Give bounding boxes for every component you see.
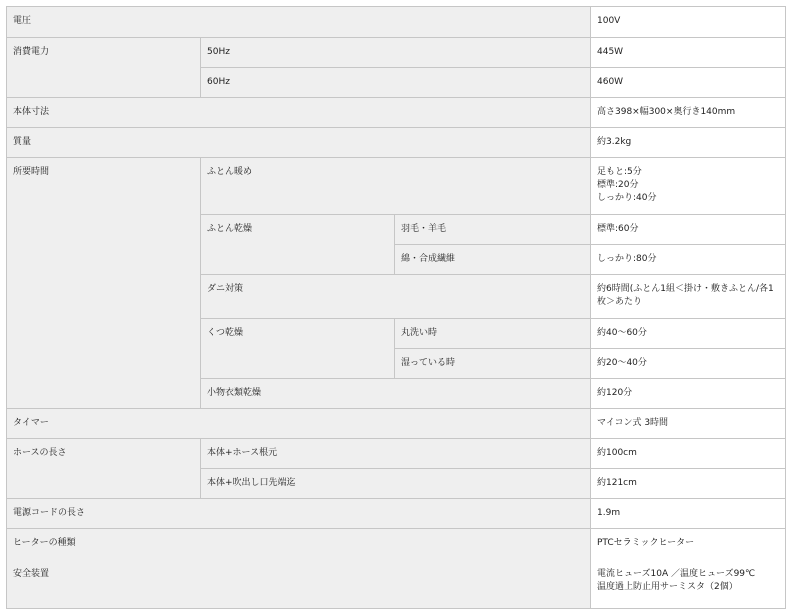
heater-value: PTCセラミックヒーター: [591, 529, 786, 559]
weight-value: 約3.2kg: [591, 128, 786, 158]
mite-value: 約6時間(ふとん1組＜掛け・敷きふとん/各1枚＞あたり: [591, 275, 786, 319]
warm-value: 足もと:5分 標準:20分 しっかり:40分: [591, 158, 786, 215]
cord-label: 電源コードの長さ: [7, 499, 591, 529]
shoe-label: くつ乾燥: [201, 319, 395, 379]
size-value: 高さ398×幅300×奥行き140mm: [591, 98, 786, 128]
power-50hz-label: 50Hz: [201, 38, 591, 68]
safety-label: 安全装置: [7, 559, 591, 609]
hose-tip-label: 本体+吹出し口先端迄: [201, 469, 591, 499]
hose-root-label: 本体+ホース根元: [201, 439, 591, 469]
dry-label: ふとん乾燥: [201, 215, 395, 275]
dry-cotton-value: しっかり:80分: [591, 245, 786, 275]
clothes-label: 小物衣類乾燥: [201, 379, 591, 409]
mite-label: ダニ対策: [201, 275, 591, 319]
shoe-wash-value: 約40〜60分: [591, 319, 786, 349]
clothes-value: 約120分: [591, 379, 786, 409]
power-60hz-label: 60Hz: [201, 68, 591, 98]
size-label: 本体寸法: [7, 98, 591, 128]
timer-value: マイコン式 3時間: [591, 409, 786, 439]
power-60hz-value: 460W: [591, 68, 786, 98]
shoe-wet-value: 約20〜40分: [591, 349, 786, 379]
weight-label: 質量: [7, 128, 591, 158]
hose-tip-value: 約121cm: [591, 469, 786, 499]
time-label: 所要時間: [7, 158, 201, 409]
voltage-value: 100V: [591, 7, 786, 38]
cord-value: 1.9m: [591, 499, 786, 529]
dry-down-value: 標準:60分: [591, 215, 786, 245]
shoe-wet-label: 湿っている時: [395, 349, 591, 379]
voltage-label: 電圧: [7, 7, 591, 38]
dry-down-label: 羽毛・羊毛: [395, 215, 591, 245]
power-50hz-value: 445W: [591, 38, 786, 68]
shoe-wash-label: 丸洗い時: [395, 319, 591, 349]
spec-table: [6, 6, 786, 609]
warm-label: ふとん暖め: [201, 158, 591, 215]
hose-label: ホースの長さ: [7, 439, 201, 499]
heater-label: ヒーターの種類: [7, 529, 591, 559]
power-label: 消費電力: [7, 38, 201, 98]
dry-cotton-label: 綿・合成繊維: [395, 245, 591, 275]
safety-value: 電流ヒューズ10A ／温度ヒューズ99℃ 温度過上防止用サーミスタ（2個）: [591, 559, 786, 609]
timer-label: タイマー: [7, 409, 591, 439]
hose-root-value: 約100cm: [591, 439, 786, 469]
